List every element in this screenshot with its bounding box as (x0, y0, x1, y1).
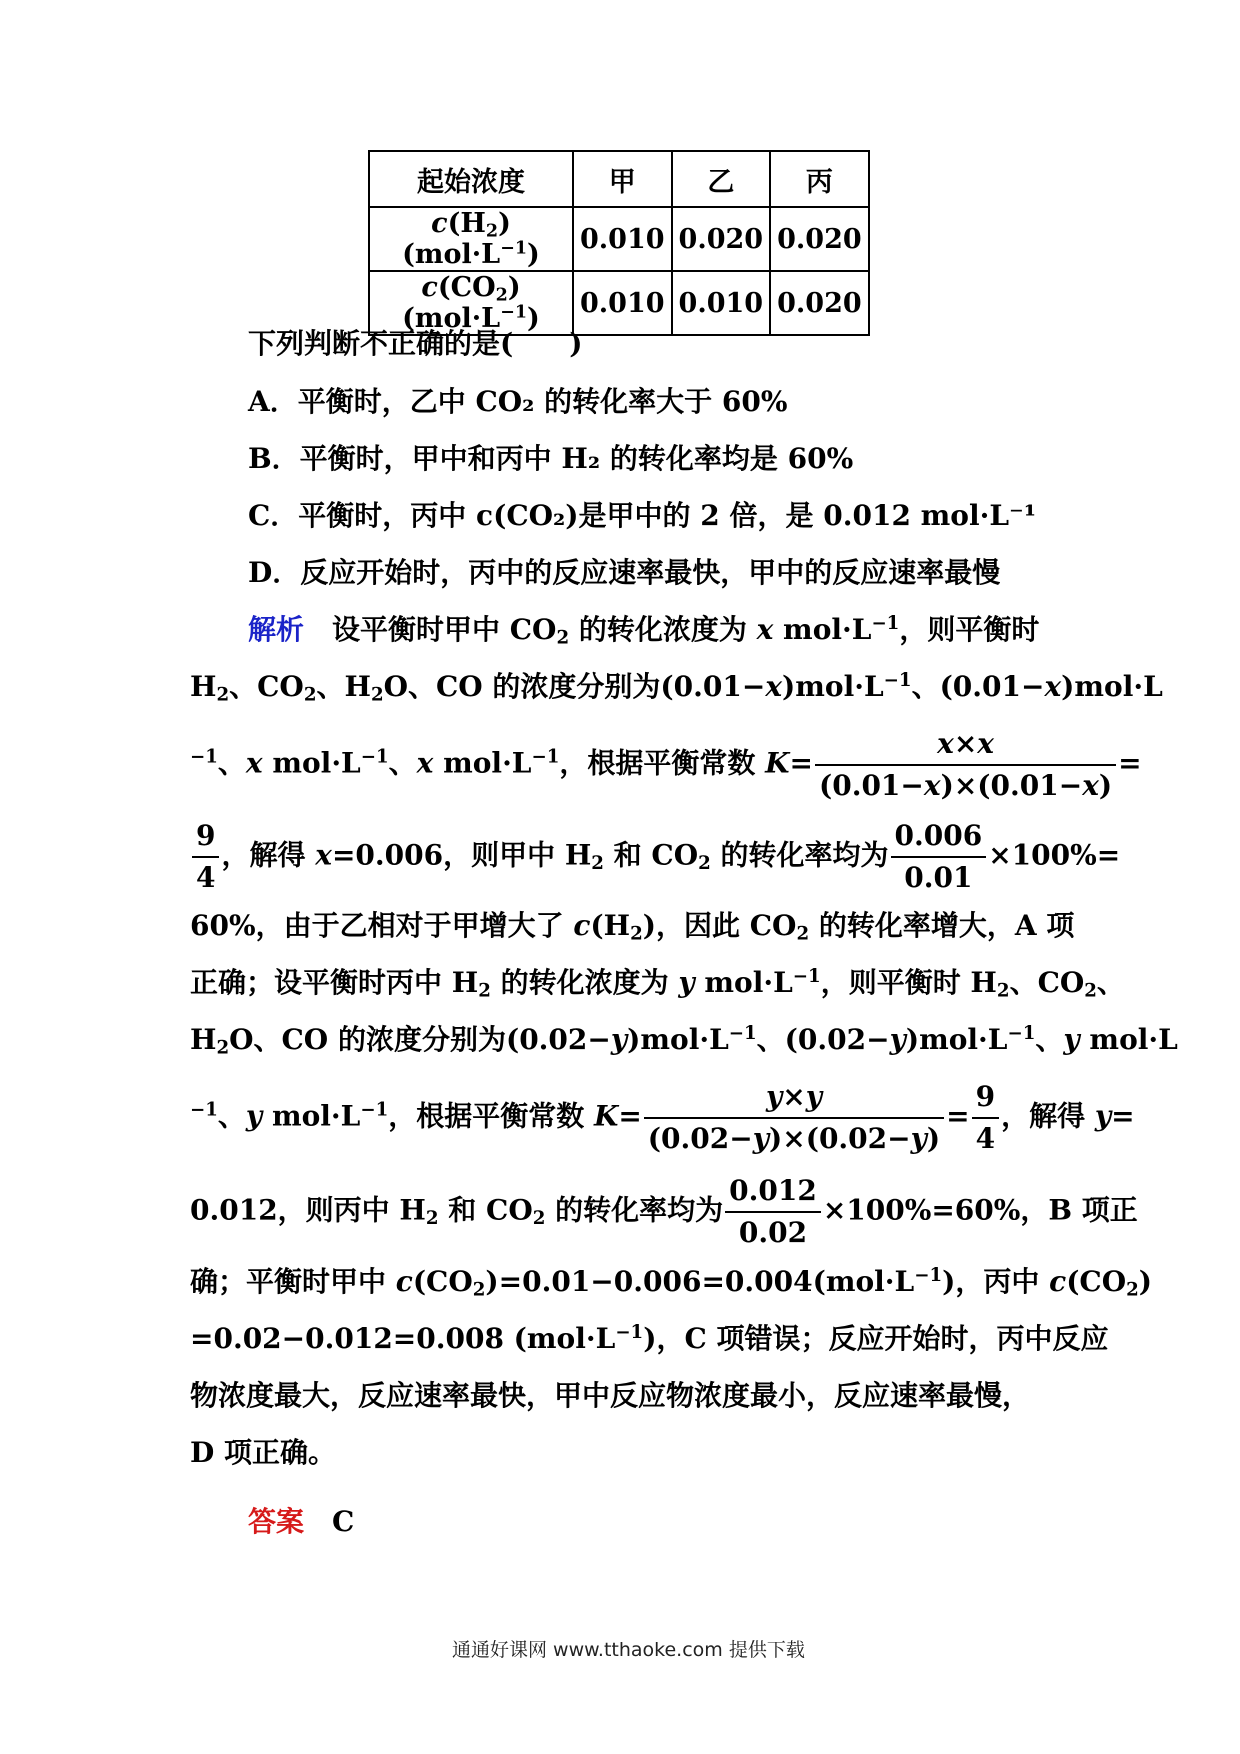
fraction: $\frac{x\times x}{(0.01-x)\times(0.01-x)}$ (815, 726, 1116, 804)
table-header-cell: 丙 (770, 151, 869, 207)
fraction: $\frac{0.006}{0.01}$ (891, 818, 987, 896)
analysis-line: $^{-1}$、y $mol\cdot L^{-1}$，根据平衡常数 K= $\frac{y\times y}{(0.02-y)\times(0.02-y)}$ = $\frac{9}{4}$ ，解得 y= (190, 1080, 1135, 1155)
table-cell: 0.010 (672, 271, 771, 335)
answer-line (248, 1504, 354, 1540)
option-d: D．反应开始时，丙中的反应速率最快，甲中的反应速率最慢 (248, 556, 1001, 589)
row-label: $c(CO_2)(mol\cdot L^{-1})$ (369, 271, 573, 335)
table-row (369, 207, 869, 271)
concentration-table (368, 150, 870, 336)
question-text: 下列判断不正确的是( ) (248, 327, 583, 360)
table-cell: 0.020 (672, 207, 771, 271)
analysis-line: D 项正确。 (190, 1436, 337, 1469)
fraction: $\frac{9}{4}$ (192, 818, 219, 896)
fraction: $\frac{0.012}{0.02}$ (725, 1173, 821, 1251)
option-b: B．平衡时，甲中和丙中 H₂ 的转化率均是 60% (248, 442, 854, 475)
table-header-cell: 起始浓度 (369, 151, 573, 207)
analysis-line: $\frac{9}{4}$ ，解得 x=0.006，则甲中 $H_2$ 和 $CO_2$ 的转化率均为 $\frac{0.006}{0.01}$ ×100%= (190, 818, 1120, 896)
table-cell: 0.020 (770, 207, 869, 271)
analysis-line: 正确；设平衡时丙中 $H_2$ 的转化浓度为 y $mol\cdot L^{-1}$，则平衡时 $H_2$、$CO_2$、 (190, 966, 1125, 1002)
table-row (369, 151, 869, 207)
table-cell: 0.010 (573, 207, 672, 271)
analysis-line: $H_2$、$CO_2$、$H_2O$、CO 的浓度分别为$(0.01-x)mol\cdot L^{-1}$、(0.01−x)mol·L (190, 670, 1163, 706)
analysis-line: 0.012，则丙中 $H_2$ 和 $CO_2$ 的转化率均为 $\frac{0.012}{0.02}$ ×100%=60%，B 项正 (190, 1174, 1138, 1249)
fraction: $\frac{9}{4}$ (972, 1079, 999, 1157)
fraction: $\frac{y\times y}{(0.02-y)\times(0.02-y)}$ (644, 1079, 944, 1157)
option-a: A．平衡时，乙中 CO₂ 的转化率大于 60% (248, 385, 788, 418)
analysis-line: 60%，由于乙相对于甲增大了 $c(H_2)$，因此 $CO_2$ 的转化率增大，A 项 (190, 909, 1075, 945)
analysis-label: 解析 (248, 613, 305, 646)
table-header-cell: 甲 (573, 151, 672, 207)
footer-text: 通通好课网 www.tthaoke.com 提供下载 (452, 1639, 805, 1661)
row-label: $c(H_2)(mol\cdot L^{-1})$ (369, 207, 573, 271)
analysis-line: 物浓度最大，反应速率最快，甲中反应物浓度最小，反应速率最慢， (190, 1379, 1031, 1412)
table-header-cell: 乙 (672, 151, 771, 207)
answer-value: C (332, 1505, 355, 1538)
table-cell: 0.010 (573, 271, 672, 335)
analysis-line: 确；平衡时甲中 $c(CO_2)=0.01-0.006=0.004(mol\cdot L^{-1})$，丙中 $c(CO_2)$ (190, 1265, 1153, 1301)
analysis-line: =0.02−0.012=0.008 $(mol\cdot L^{-1})$，C 项错误；反应开始时，丙中反应 (190, 1322, 1109, 1355)
answer-label: 答案 (248, 1505, 305, 1538)
table-cell: 0.020 (770, 271, 869, 335)
analysis-line: $^{-1}$、x $mol\cdot L^{-1}$、x $mol\cdot L^{-1}$，根据平衡常数 K= $\frac{x\times x}{(0.01-x)\times(0.01-x)}$ = (190, 727, 1142, 802)
analysis-line: $H_2O$、CO 的浓度分别为$(0.02-y)mol\cdot L^{-1}$、$(0.02-y)mol\cdot L^{-1}$、y mol·L (190, 1023, 1178, 1059)
analysis-line: 解析 设平衡时甲中 $CO_2$ 的转化浓度为 x $mol\cdot L^{-1}$，则平衡时 (248, 613, 1040, 649)
option-c: C．平衡时，丙中 c(CO₂)是甲中的 2 倍，是 0.012 mol·L⁻¹ (248, 499, 1037, 532)
